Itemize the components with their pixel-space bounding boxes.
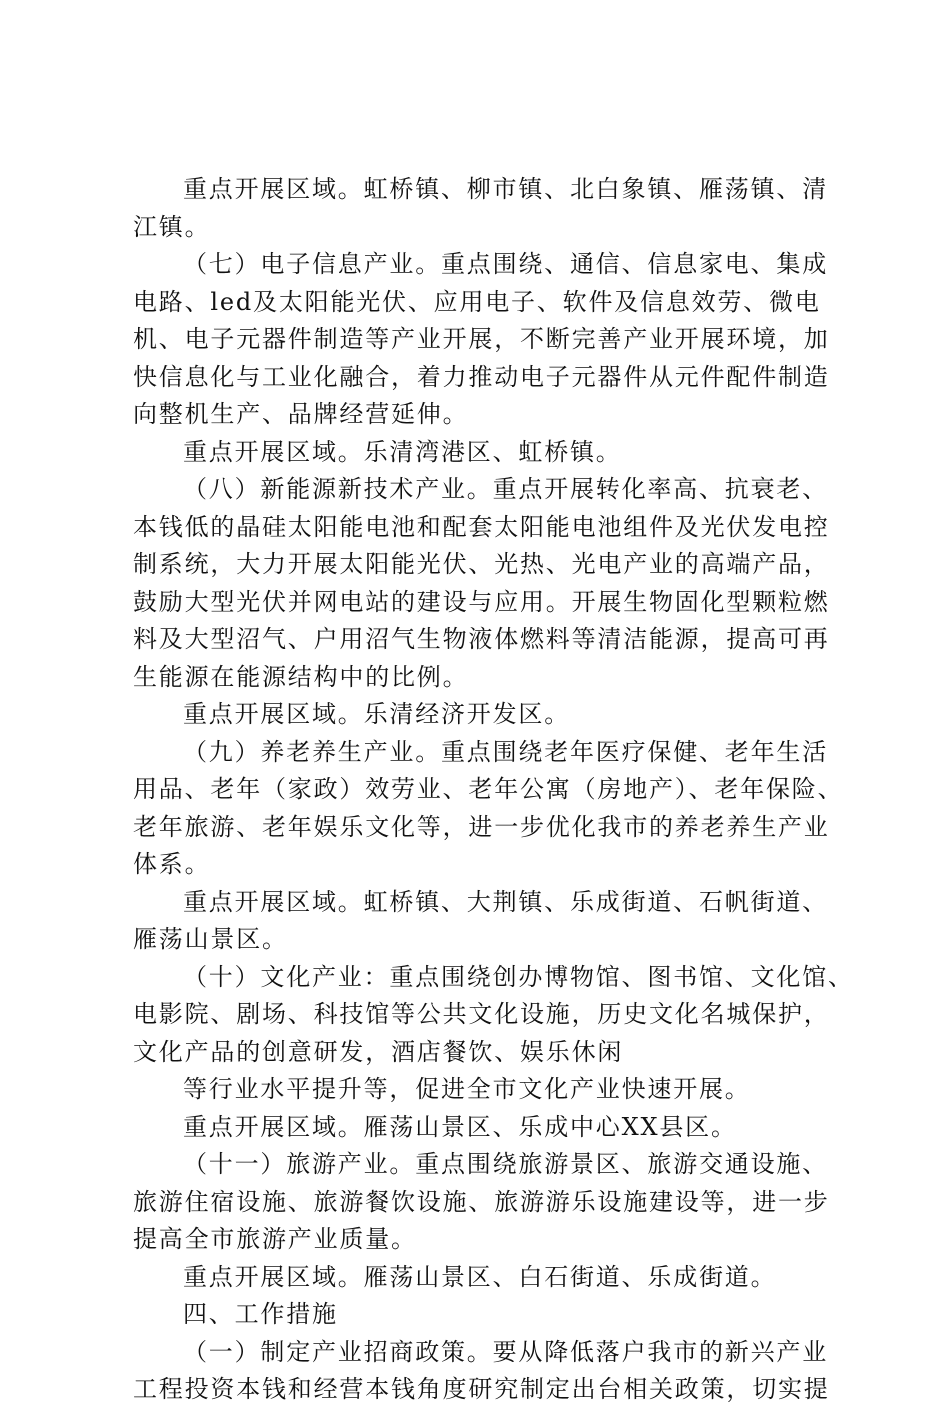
text-line: 江镇。: [133, 212, 211, 241]
text-line: 制系统，大力开展太阳能光伏、光热、光电产业的高端产品，: [133, 550, 830, 578]
text-line: 重点开展区域。乐清湾港区、虹桥镇。: [183, 437, 622, 466]
text-line: （八）新能源新技术产业。重点开展转化率高、抗衰老、: [183, 475, 828, 503]
text-line: 重点开展区域。虹桥镇、柳市镇、北白象镇、雁荡镇、清: [183, 175, 828, 203]
text-line: 重点开展区域。虹桥镇、大荆镇、乐成街道、石帆街道、: [183, 887, 828, 916]
text-line: 电影院、剧场、科技馆等公共文化设施，历史文化名城保护，: [133, 1000, 830, 1028]
text-line: 电路、led及太阳能光伏、应用电子、软件及信息效劳、微电: [133, 287, 821, 316]
text-line: 快信息化与工业化融合，着力推动电子元器件从元件配件制造: [133, 362, 830, 391]
text-line: 体系。: [133, 850, 211, 878]
text-line: 重点开展区域。雁荡山景区、白石街道、乐成街道。: [183, 1262, 777, 1291]
text-line: 用品、老年（家政）效劳业、老年公寓（房地产）、老年保险、: [133, 775, 844, 803]
text-line: 提高全市旅游产业质量。: [133, 1225, 417, 1253]
text-line: 重点开展区域。雁荡山景区、乐成中心XX县区。: [183, 1112, 737, 1141]
text-line: （十）文化产业：重点围绕创办博物馆、图书馆、文化馆、: [183, 962, 854, 991]
text-line: 老年旅游、老年娱乐文化等，进一步优化我市的养老养生产业: [133, 812, 830, 841]
text-line: 雁荡山景区。: [133, 925, 288, 953]
document-body: [133, 171, 854, 1409]
text-line: 重点开展区域。乐清经济开发区。: [183, 700, 570, 728]
text-line: 四、工作措施: [183, 1300, 338, 1328]
text-line: （九）养老养生产业。重点围绕老年医疗保健、老年生活: [183, 737, 828, 766]
text-line: 文化产品的创意研发，酒店餐饮、娱乐休闲: [133, 1037, 624, 1066]
text-line: 鼓励大型光伏并网电站的建设与应用。开展生物固化型颗粒燃: [133, 587, 830, 616]
text-line: 本钱低的晶硅太阳能电池和配套太阳能电池组件及光伏发电控: [133, 512, 830, 541]
text-line: 向整机生产、品牌经营延伸。: [133, 400, 469, 428]
text-line: 生能源在能源结构中的比例。: [133, 662, 469, 691]
text-line: 工程投资本钱和经营本钱角度研究制定出台相关政策，切实提: [133, 1375, 830, 1403]
text-line: 机、电子元器件制造等产业开展，不断完善产业开展环境，加: [133, 325, 830, 353]
text-line: 料及大型沼气、户用沼气生物液体燃料等清洁能源，提高可再: [133, 625, 830, 653]
text-line: 旅游住宿设施、旅游餐饮设施、旅游游乐设施建设等，进一步: [133, 1187, 830, 1216]
text-line: 等行业水平提升等，促进全市文化产业快速开展。: [183, 1075, 751, 1103]
text-line: （一）制定产业招商政策。要从降低落户我市的新兴产业: [183, 1337, 828, 1366]
text-line: （七）电子信息产业。重点围绕、通信、信息家电、集成: [183, 250, 828, 278]
text-line: （十一）旅游产业。重点围绕旅游景区、旅游交通设施、: [183, 1150, 828, 1178]
